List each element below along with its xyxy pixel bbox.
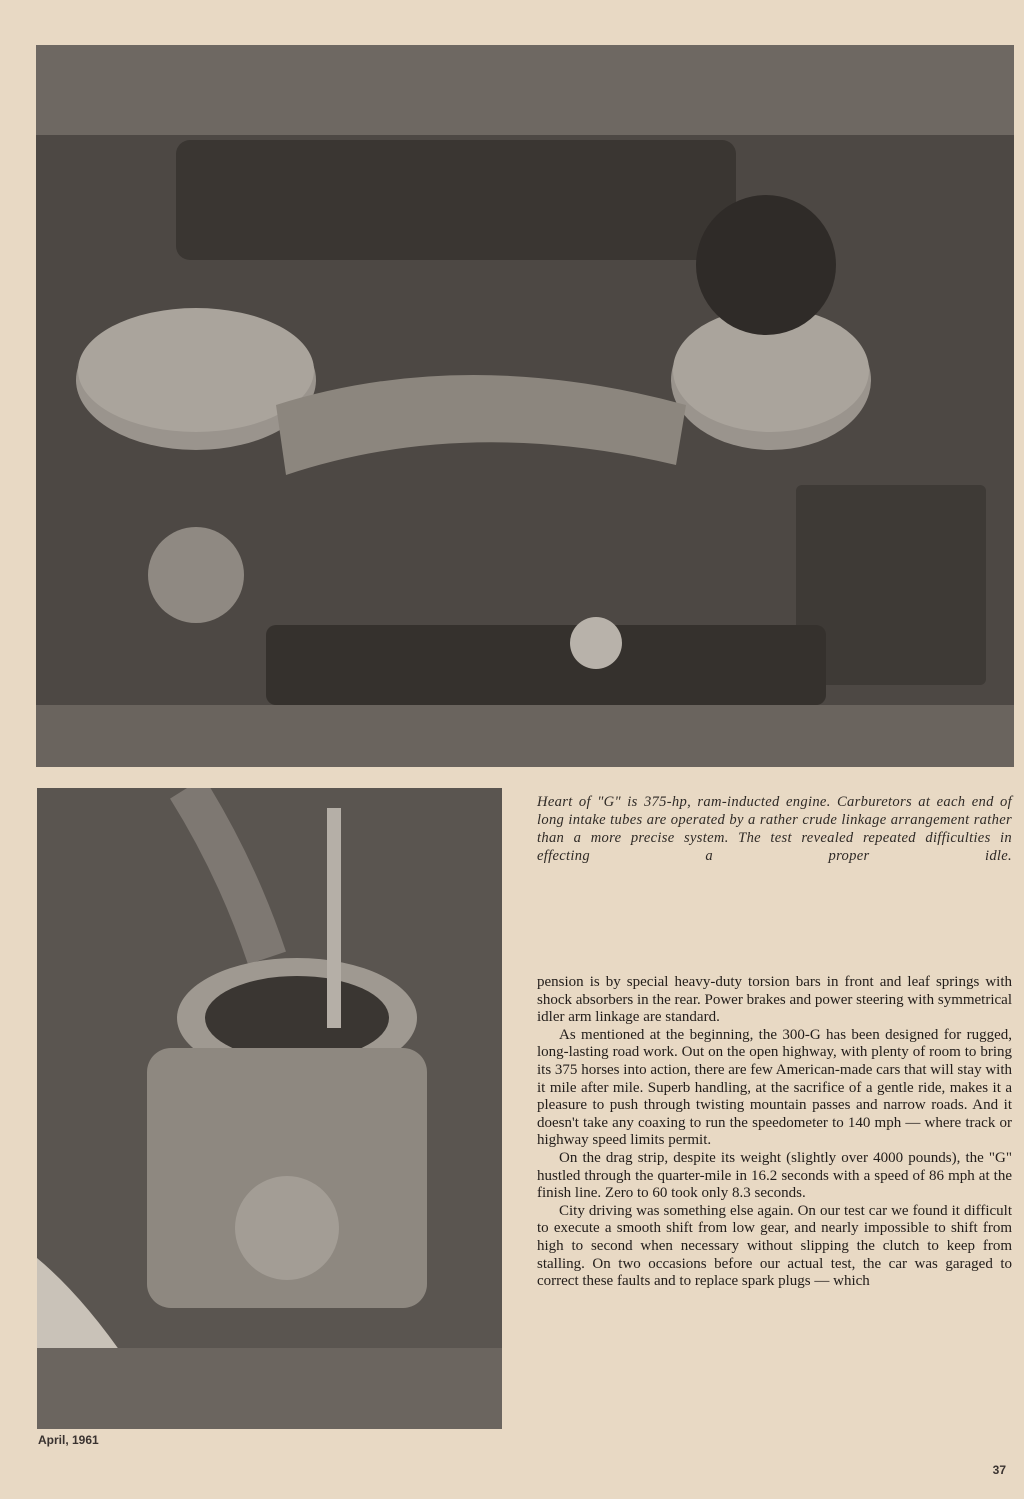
page-number: 37 [992,1463,1006,1477]
carburetor-photo [37,788,502,1429]
article-body [537,974,1012,1291]
article-paragraph: City driving was something else again. On our test car we found it difficult to execute a smooth shift from low gear, and nearly impossible to shift from high to second when necessary without slipping the clutch to keep from stalling. On two occasions before our actual test, the car was garaged to correct these faults and to replace spark plugs — which [537,1202,1012,1290]
article-paragraph: pension is by special heavy-duty torsion bars in front and leaf springs with shock absorbers in the rear. Power brakes and power steering with symmetrical idler arm linkage are standard. [537,974,1012,1026]
engine-bay-photo [36,45,1014,767]
article-paragraph: On the drag strip, despite its weight (slightly over 4000 pounds), the "G" hustled through the quarter-mile in 16.2 seconds with a speed of 86 mph at the finish line. Zero to 60 took only 8.3 seconds. [537,1149,1012,1202]
issue-date: April, 1961 [38,1433,99,1447]
photo-caption: Heart of "G" is 375-hp, ram-inducted engine. Carburetors at each end of long intake tubes are operated by a rather crude linkage arrangement rather than a more precise system. The test revealed repeated difficulties in effecting a proper idle. [537,794,1012,864]
article-paragraph: As mentioned at the beginning, the 300-G has been designed for rugged, long-lasting road work. Out on the open highway, with plenty of room to bring its 375 horses into action, there are few American-made cars that will stay with it mile after mile. Superb handling, at the sacrifice of a gentle ride, makes it a pleasure to push through twisting mountain passes and narrow roads. And it doesn't take any coaxing to run the speedometer to 140 mph — where track or highway speed limits permit. [537,1026,1012,1149]
